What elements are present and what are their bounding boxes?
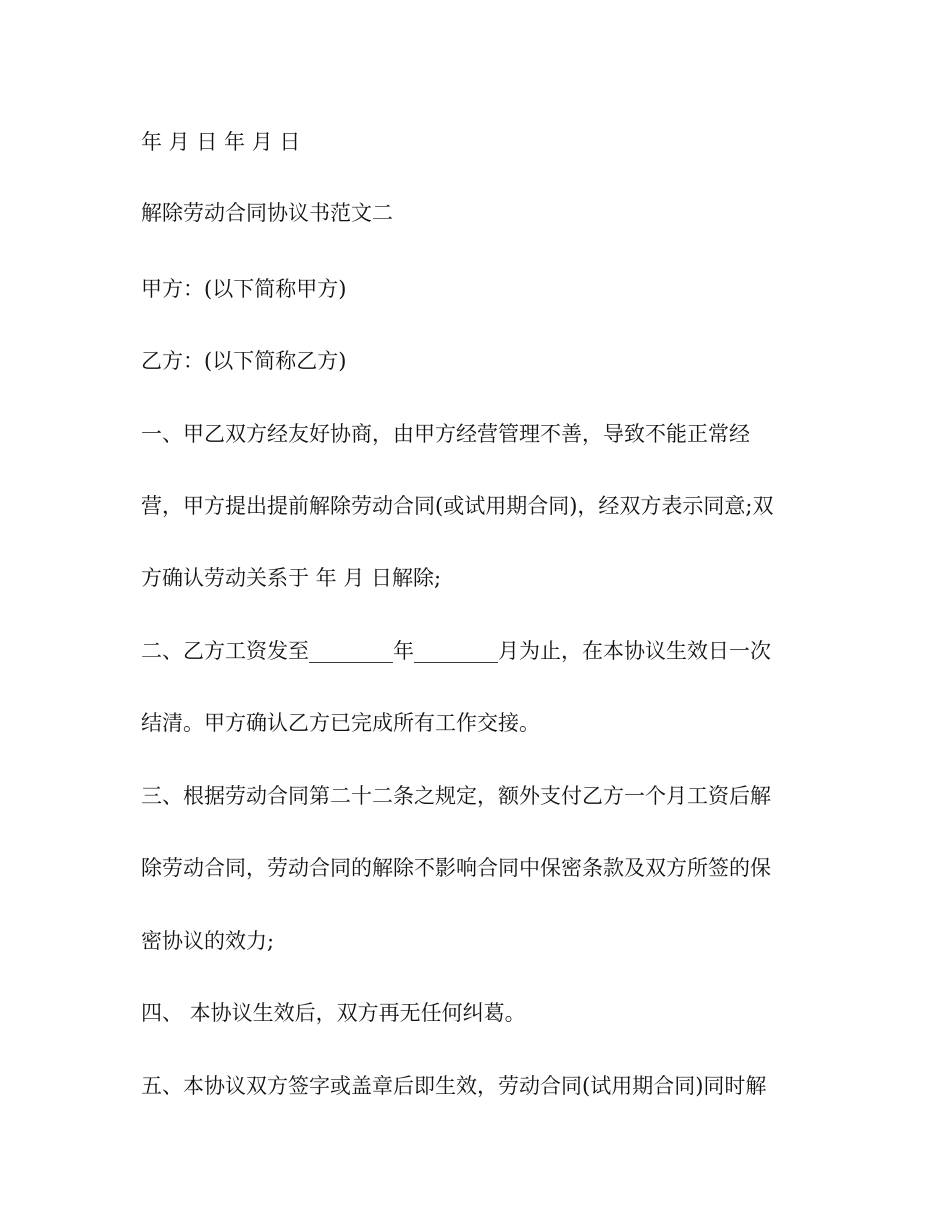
party-b-line: 乙方：(以下简称乙方) xyxy=(141,349,347,373)
clause-2-line-1: 二、乙方工资发至________年________月为止，在本协议生效日一次 xyxy=(141,639,771,663)
clause-3-line-1: 三、根据劳动合同第二十二条之规定，额外支付乙方一个月工资后解 xyxy=(141,784,771,808)
clause-1-line-2: 营，甲方提出提前解除劳动合同(或试用期合同)，经双方表示同意;双 xyxy=(141,494,774,518)
clause-4-line-1: 四、 本协议生效后，双方再无任何纠葛。 xyxy=(141,1001,526,1025)
clause-2-line-2: 结清。甲方确认乙方已完成所有工作交接。 xyxy=(141,711,540,735)
clause-1-line-3: 方确认劳动关系于 年 月 日解除; xyxy=(141,566,442,590)
clause-1-line-1: 一、甲乙双方经友好协商，由甲方经营管理不善，导致不能正常经 xyxy=(141,422,750,446)
party-a-line: 甲方：(以下简称甲方) xyxy=(141,277,347,301)
date-line: 年 月 日 年 月 日 xyxy=(141,130,301,154)
clause-3-line-2: 除劳动合同，劳动合同的解除不影响合同中保密条款及双方所签的保 xyxy=(141,856,771,880)
document-title: 解除劳动合同协议书范文二 xyxy=(141,201,393,225)
clause-3-line-3: 密协议的效力; xyxy=(141,929,275,953)
clause-5-line-1: 五、本协议双方签字或盖章后即生效，劳动合同(试用期合同)同时解 xyxy=(141,1074,767,1098)
